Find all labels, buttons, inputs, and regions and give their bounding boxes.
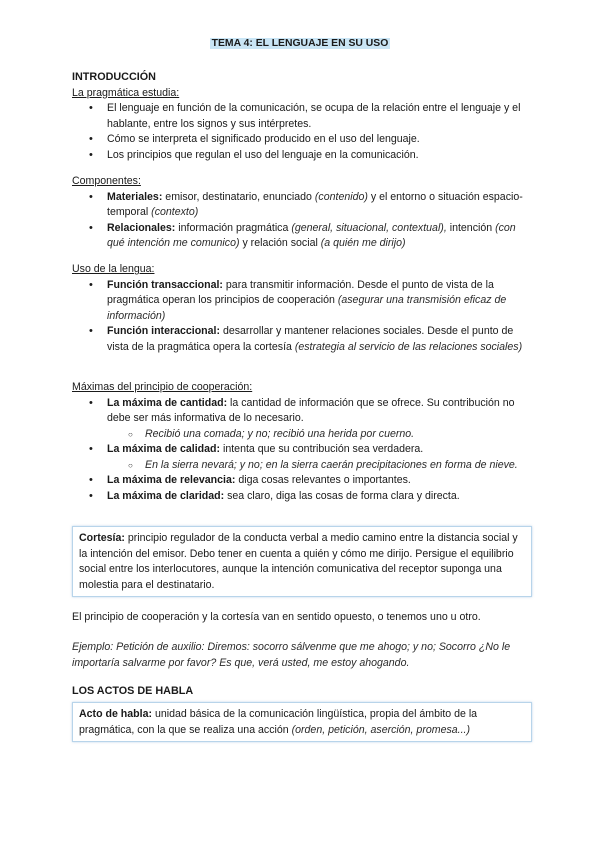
- acto-label: Acto de habla:: [79, 708, 152, 720]
- interaccional-label: Función interaccional:: [107, 325, 221, 337]
- intro-section: [72, 70, 532, 163]
- actos-heading: LOS ACTOS DE HABLA: [72, 685, 194, 697]
- cantidad-label: La máxima de cantidad:: [107, 396, 228, 409]
- list-item: • Cómo se interpreta el significado producido en el uso del lenguaje.: [72, 132, 532, 148]
- italic-span: (general, situacional, contextual),: [291, 221, 447, 234]
- cortesia-label: Cortesía:: [79, 532, 125, 544]
- italic-span: (con qué intención me comunico): [107, 221, 516, 249]
- claridad-label: La máxima de claridad:: [107, 489, 225, 502]
- intro-heading: INTRODUCCIÓN: [72, 71, 156, 83]
- title-wrap: [0, 36, 600, 52]
- uso-heading: Uso de la lengua:: [72, 263, 155, 275]
- list-item-relacionales: [72, 221, 532, 252]
- text-span: intenta que su contribución sea verdadera.: [220, 443, 424, 455]
- italic-span: (asegurar una transmisión eficaz de información): [107, 294, 507, 322]
- list-item-interaccional: [72, 324, 532, 355]
- italic-span: (a quién me dirijo): [320, 237, 406, 249]
- text-span: la cantidad de información que se ofrece. Su contribución no debe ser más informativa de lo necesario.: [107, 396, 515, 424]
- cortesia-box: [72, 526, 532, 597]
- text-span: información pragmática: [175, 221, 292, 234]
- componentes-section: [72, 174, 532, 252]
- materiales-label: Materiales:: [107, 190, 163, 203]
- text-span: para transmitir información. Desde el punto de vista de la pragmática operan los principios de cooperación: [107, 278, 494, 306]
- text-span: diga cosas relevantes o importantes.: [235, 474, 411, 486]
- list-item-calidad-example: [72, 458, 532, 474]
- list-item-materiales: [72, 190, 532, 221]
- list-item-cantidad: [72, 396, 532, 427]
- principio-paragraph: El principio de cooperación y la cortesía van en sentido opuesto, o tenemos uno u otro.: [72, 611, 481, 623]
- text-span: sea claro, diga las cosas de forma clara y directa.: [224, 489, 460, 502]
- list-item: • Los principios que regulan el uso del lenguaje en la comunicación.: [72, 148, 532, 164]
- acto-text: unidad básica de la comunicación lingüística, propia del ámbito de la pragmática, con la que se realiza una acción: [79, 708, 478, 736]
- relevancia-label: La máxima de relevancia:: [107, 474, 236, 486]
- list-item-claridad: [72, 489, 532, 505]
- document-title: TEMA 4: EL LENGUAJE EN SU USO: [211, 38, 389, 49]
- actos-box: [72, 702, 532, 742]
- ejemplo-paragraph: [72, 640, 532, 671]
- ejemplo-text: Ejemplo: Petición de auxilio: Diremos: socorro sálvenme que me ahogo; y no; Socorro ¿No le importaría salvarme por favor? Es que, verá usted, me estoy ahogando.: [72, 641, 511, 669]
- acto-italic: (orden, petición, aserción, promesa...): [291, 723, 471, 736]
- transaccional-label: Función transaccional:: [107, 278, 223, 291]
- intro-subheading: La pragmática estudia:: [72, 86, 180, 99]
- italic-span: (estrategia al servicio de las relaciones sociales): [294, 340, 523, 353]
- list-item: • El lenguaje en función de la comunicación, se ocupa de la relación entre el lenguaje y el hablante, entre los signos y sus intérpretes.: [72, 101, 532, 132]
- list-item-relevancia: [72, 473, 532, 489]
- text-span: y el entorno o situación espacio-temporal: [107, 190, 523, 218]
- italic-span: Recibió una comada; y no; recibió una herida por cuerno.: [145, 427, 415, 440]
- italic-span: En la sierra nevará; y no; en la sierra caerán precipitaciones en forma de nieve.: [145, 458, 518, 471]
- intro-list: [72, 101, 532, 163]
- componentes-heading: Componentes:: [72, 175, 141, 187]
- calidad-label: La máxima de calidad:: [107, 443, 221, 455]
- text-span: intención: [446, 221, 496, 234]
- componentes-list: [72, 190, 532, 252]
- maximas-section: [72, 380, 532, 504]
- cortesia-text: principio regulador de la conducta verbal a medio camino entre la distancia social y la intención del emisor. Debo tener en cuenta a quién y cómo me dirijo. Persigue el equilibrio social entre los interlocutores, aunque la intención comunicativa del receptor suponga una molestia para el destinatario.: [79, 532, 518, 591]
- text-span: emisor, destinatario, enunciado: [162, 190, 315, 203]
- list-item-calidad: [72, 442, 532, 458]
- italic-span: (contenido): [314, 190, 368, 203]
- uso-list: [72, 278, 532, 356]
- text-span: y relación social: [239, 237, 321, 249]
- relacionales-label: Relacionales:: [107, 221, 176, 234]
- list-item-cantidad-example: [72, 427, 532, 443]
- list-item-transaccional: [72, 278, 532, 325]
- maximas-list: [72, 396, 532, 505]
- maximas-heading: Máximas del principio de cooperación:: [72, 381, 253, 393]
- text-span: desarrollar y mantener relaciones sociales. Desde el punto de vista de la pragmática opera la cortesía: [107, 325, 514, 353]
- italic-span: (contexto): [151, 206, 199, 218]
- uso-section: [72, 262, 532, 355]
